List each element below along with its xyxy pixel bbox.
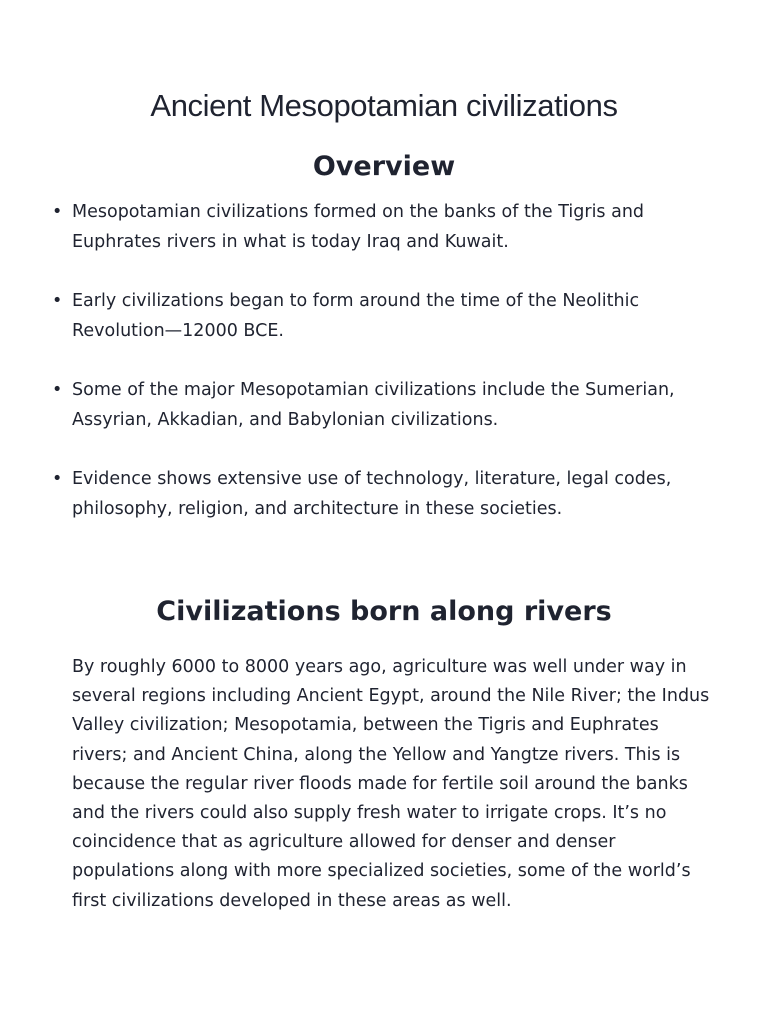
rivers-paragraph: By roughly 6000 to 8000 years ago, agriculture was well under way in several regions including Ancient Egypt, around the Nile River; the Indus Valley civilization; Mesopotamia, between the Tigris and Euphrates rivers; and Ancient China, along the Yellow and Yangtze rivers. This is because the regular river floods made for fertile soil around the banks and the rivers could also supply fresh water to irrigate crops. It’s no coincidence that as agriculture allowed for denser and denser populations along with more specialized societies, some of the world’s first civilizations developed in these areas as well. bbox=[72, 657, 710, 911]
bullet-text: Early civilizations began to form around the time of the Neolithic Revolution—12000 BCE. bbox=[72, 291, 640, 341]
list-item bbox=[52, 287, 732, 346]
page-title: Ancient Mesopotamian civilizations bbox=[150, 88, 618, 123]
bullet-icon: • bbox=[52, 291, 63, 311]
overview-bullet-list bbox=[52, 198, 732, 554]
bullet-icon: • bbox=[52, 380, 63, 400]
bullet-icon: • bbox=[52, 469, 63, 489]
list-item bbox=[52, 376, 732, 435]
list-item bbox=[52, 465, 732, 524]
bullet-text: Evidence shows extensive use of technology, literature, legal codes, philosophy, religion, and architecture in these societies. bbox=[72, 469, 672, 519]
overview-heading: Overview bbox=[312, 151, 456, 182]
bullet-icon: • bbox=[52, 202, 63, 222]
bullet-text: Mesopotamian civilizations formed on the banks of the Tigris and Euphrates rivers in what is today Iraq and Kuwait. bbox=[72, 202, 645, 252]
bullet-text: Some of the major Mesopotamian civilizations include the Sumerian, Assyrian, Akkadian, and Babylonian civilizations. bbox=[72, 380, 675, 430]
rivers-section-heading: Civilizations born along rivers bbox=[156, 596, 612, 627]
list-item bbox=[52, 198, 732, 257]
